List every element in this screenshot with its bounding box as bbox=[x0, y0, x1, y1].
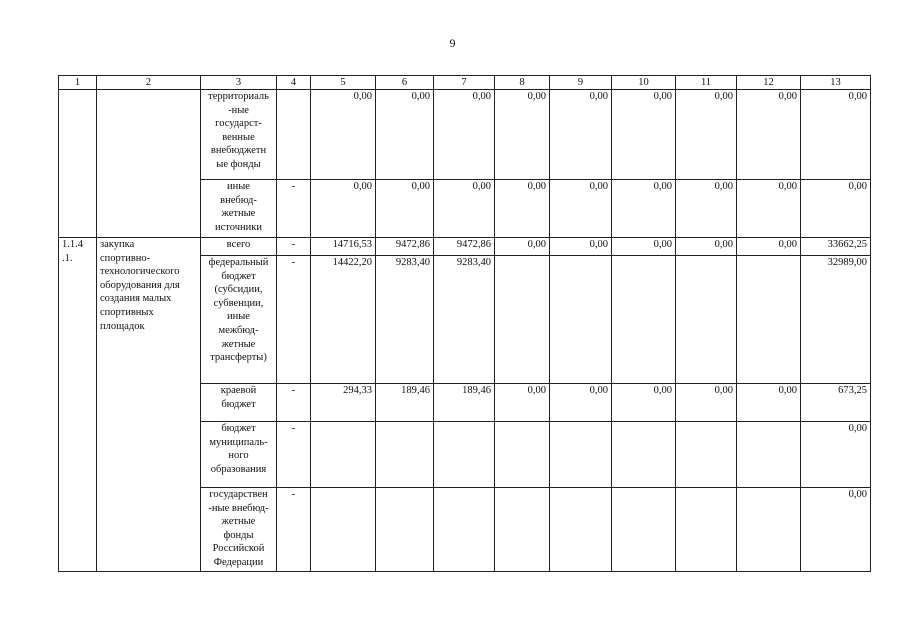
cell-value: 0,00 bbox=[612, 238, 676, 256]
column-number-header-row bbox=[59, 76, 871, 90]
cell-value bbox=[495, 488, 550, 572]
cell-value bbox=[311, 488, 376, 572]
cell-value: 0,00 bbox=[550, 384, 612, 422]
cell-value: 9283,40 bbox=[434, 256, 495, 384]
cell-value: 0,00 bbox=[801, 90, 871, 180]
cell-value bbox=[311, 422, 376, 488]
cell-col4: - bbox=[277, 384, 311, 422]
cell-value bbox=[495, 256, 550, 384]
cell-value: 0,00 bbox=[495, 238, 550, 256]
cell-value: 0,00 bbox=[550, 180, 612, 238]
cell-source: иные внебюд- жетные источники bbox=[201, 180, 277, 238]
cell-code: 1.1.4 .1. bbox=[59, 238, 97, 572]
cell-value: 0,00 bbox=[737, 384, 801, 422]
cell-value: 0,00 bbox=[376, 90, 434, 180]
cell-value: 14716,53 bbox=[311, 238, 376, 256]
cell-source: всего bbox=[201, 238, 277, 256]
cell-value: 9283,40 bbox=[376, 256, 434, 384]
column-header: 10 bbox=[612, 76, 676, 90]
cell-value: 0,00 bbox=[801, 488, 871, 572]
column-header: 13 bbox=[801, 76, 871, 90]
cell-value: 14422,20 bbox=[311, 256, 376, 384]
cell-source: бюджет муниципаль- ного образования bbox=[201, 422, 277, 488]
cell-value: 0,00 bbox=[550, 238, 612, 256]
cell-value: 0,00 bbox=[550, 90, 612, 180]
cell-value: 0,00 bbox=[495, 180, 550, 238]
cell-value bbox=[376, 422, 434, 488]
cell-value bbox=[376, 488, 434, 572]
cell-value bbox=[434, 422, 495, 488]
column-header: 5 bbox=[311, 76, 376, 90]
cell-value: 32989,00 bbox=[801, 256, 871, 384]
cell-value bbox=[612, 488, 676, 572]
cell-value: 0,00 bbox=[612, 90, 676, 180]
cell-value bbox=[676, 256, 737, 384]
cell-value: 0,00 bbox=[676, 90, 737, 180]
column-header: 6 bbox=[376, 76, 434, 90]
cell-value bbox=[550, 256, 612, 384]
cell-value: 0,00 bbox=[612, 180, 676, 238]
cell-value: 0,00 bbox=[434, 180, 495, 238]
cell-value bbox=[612, 422, 676, 488]
cell-value bbox=[737, 256, 801, 384]
cell-source: краевой бюджет bbox=[201, 384, 277, 422]
cell-col4: - bbox=[277, 256, 311, 384]
column-header: 12 bbox=[737, 76, 801, 90]
column-header: 8 bbox=[495, 76, 550, 90]
column-header: 1 bbox=[59, 76, 97, 90]
cell-col4: - bbox=[277, 422, 311, 488]
cell-value: 0,00 bbox=[612, 384, 676, 422]
cell-value: 0,00 bbox=[495, 90, 550, 180]
cell-value bbox=[676, 488, 737, 572]
cell-col4: - bbox=[277, 488, 311, 572]
cell-source: федеральный бюджет (субсидии, субвенции, иные межбюд- жетные трансферты) bbox=[201, 256, 277, 384]
cell-value bbox=[676, 422, 737, 488]
cell-value: 0,00 bbox=[801, 180, 871, 238]
column-header: 3 bbox=[201, 76, 277, 90]
cell-col4: - bbox=[277, 180, 311, 238]
cell-value: 0,00 bbox=[376, 180, 434, 238]
cell-value bbox=[737, 488, 801, 572]
cell-value: 0,00 bbox=[311, 180, 376, 238]
page-number: 9 bbox=[449, 36, 456, 50]
cell-value: 673,25 bbox=[801, 384, 871, 422]
column-header: 9 bbox=[550, 76, 612, 90]
column-header: 7 bbox=[434, 76, 495, 90]
cell-value: 0,00 bbox=[676, 384, 737, 422]
cell-value: 0,00 bbox=[434, 90, 495, 180]
table-row bbox=[59, 238, 871, 256]
cell-value: 0,00 bbox=[737, 180, 801, 238]
cell-col4: - bbox=[277, 238, 311, 256]
cell-value: 33662,25 bbox=[801, 238, 871, 256]
cell-value: 9472,86 bbox=[376, 238, 434, 256]
cell-value bbox=[612, 256, 676, 384]
column-header: 4 bbox=[277, 76, 311, 90]
budget-table bbox=[58, 75, 871, 572]
cell-source: территориаль -ные государст- венные внебюджетн ые фонды bbox=[201, 90, 277, 180]
cell-name bbox=[97, 90, 201, 238]
cell-value bbox=[550, 488, 612, 572]
cell-value: 0,00 bbox=[737, 90, 801, 180]
cell-value: 294,33 bbox=[311, 384, 376, 422]
cell-value: 9472,86 bbox=[434, 238, 495, 256]
cell-value: 0,00 bbox=[676, 180, 737, 238]
cell-source: государствен -ные внебюд- жетные фонды Российской Федерации bbox=[201, 488, 277, 572]
cell-value: 189,46 bbox=[434, 384, 495, 422]
cell-value bbox=[495, 422, 550, 488]
cell-value: 0,00 bbox=[801, 422, 871, 488]
cell-code bbox=[59, 90, 97, 238]
cell-name: закупка спортивно- технологического оборудования для создания малых спортивных площадок bbox=[97, 238, 201, 572]
column-header: 2 bbox=[97, 76, 201, 90]
table-row bbox=[59, 90, 871, 180]
cell-value bbox=[737, 422, 801, 488]
cell-value: 0,00 bbox=[737, 238, 801, 256]
cell-value: 0,00 bbox=[495, 384, 550, 422]
cell-value: 189,46 bbox=[376, 384, 434, 422]
cell-value: 0,00 bbox=[676, 238, 737, 256]
cell-value bbox=[550, 422, 612, 488]
cell-col4 bbox=[277, 90, 311, 180]
column-header: 11 bbox=[676, 76, 737, 90]
cell-value bbox=[434, 488, 495, 572]
cell-value: 0,00 bbox=[311, 90, 376, 180]
